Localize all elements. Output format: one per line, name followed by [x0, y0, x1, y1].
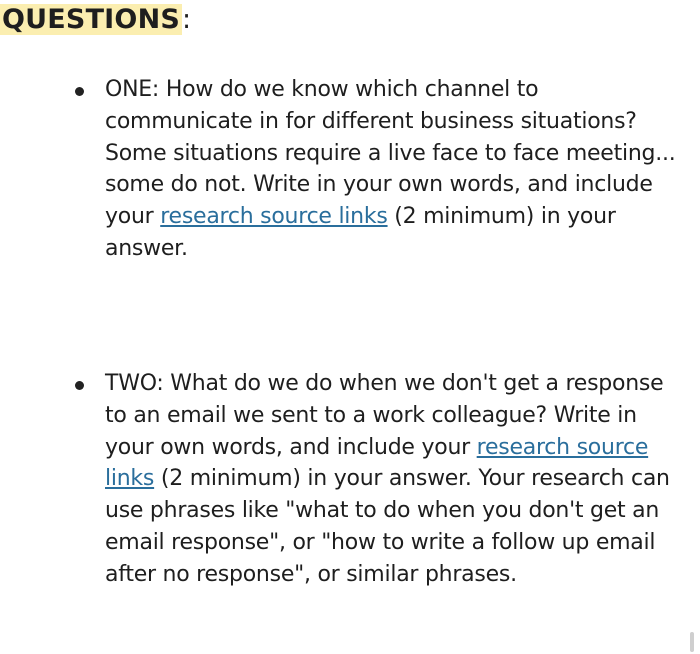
- question-one: [105, 74, 677, 265]
- bullet-icon: [75, 381, 84, 390]
- question-one-research-link[interactable]: research source links: [160, 204, 388, 230]
- question-two: [105, 368, 677, 591]
- question-two-text-end: (2 minimum) in your answer. Your research can use phrases like "what to do when you don't get an email response", or "how to write a follow up email after no response", or similar phrases.: [105, 466, 670, 587]
- question-one-text-end: (2 minimum) in your answer.: [105, 204, 616, 261]
- bullet-icon: [75, 87, 84, 96]
- question-two-text: TWO: What do we do when we don't get a response to an email we sent to a work colleague? Write in your own words, and include your: [105, 371, 664, 460]
- questions-heading: [0, 0, 191, 40]
- scrollbar-thumb[interactable]: [690, 632, 694, 652]
- questions-heading-colon: :: [182, 4, 192, 35]
- question-one-text: ONE: How do we know which channel to communicate in for different business situations? Some situations require a live face to face meeting... some do not. Write in your own words, and include your: [105, 77, 676, 230]
- question-two-research-link[interactable]: research source links: [105, 434, 649, 492]
- questions-heading-label: QUESTIONS: [2, 4, 181, 35]
